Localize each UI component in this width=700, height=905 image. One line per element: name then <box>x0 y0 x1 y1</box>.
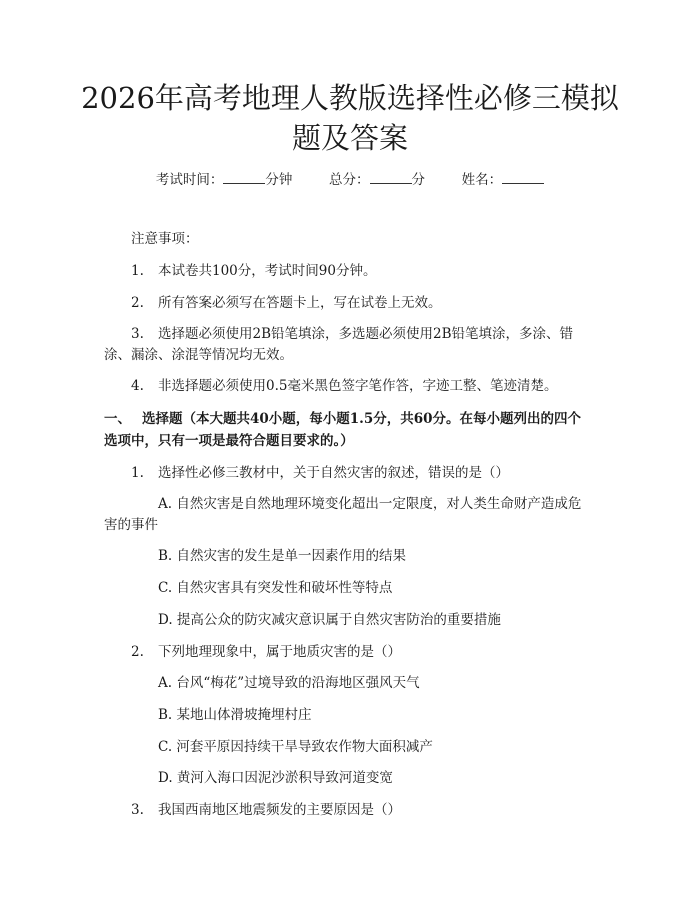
notice-item: 4. 非选择题必须使用0.5毫米黑色签字笔作答，字迹工整、笔迹清楚。 <box>131 378 558 394</box>
option-a[interactable]: A. 自然灾害是自然地理环境变化超出一定限度，对人类生命财产造成危 <box>158 496 582 512</box>
page-title: 2026年高考地理人教版选择性必修三模拟题及答案 <box>81 81 619 155</box>
option-c[interactable]: C. 河套平原因持续干旱导致农作物大面积减产 <box>158 739 433 755</box>
option-d[interactable]: D. 黄河入海口因泥沙淤积导致河道变宽 <box>158 770 393 786</box>
section-heading <box>104 407 581 431</box>
section-number: 一、 <box>104 411 131 427</box>
section-title: 选择题（本大题共40小题，每小题1.5分，共60分。在每小题列出的四个 <box>142 411 582 427</box>
notice-heading: 注意事项： <box>131 231 199 247</box>
option-a-continued: 害的事件 <box>104 517 158 533</box>
exam-time-blank[interactable] <box>223 171 265 184</box>
notice-item: 3. 选择题必须使用2B铅笔填涂，多选题必须使用2B铅笔填涂，多涂、错 <box>131 326 574 342</box>
option-d[interactable]: D. 提高公众的防灾减灾意识属于自然灾害防治的重要措施 <box>158 612 501 628</box>
name-label: 姓名： <box>461 172 503 188</box>
name-blank[interactable] <box>502 171 544 184</box>
exam-info-row <box>0 168 700 188</box>
option-c[interactable]: C. 自然灾害具有突发性和破坏性等特点 <box>158 580 393 596</box>
exam-time-unit: 分钟 <box>265 172 293 188</box>
total-score-label: 总分： <box>329 172 370 188</box>
total-score-unit: 分 <box>411 172 425 188</box>
option-b[interactable]: B. 某地山体滑坡掩埋村庄 <box>158 707 312 723</box>
notice-item-continued: 涂、漏涂、涂混等情况均无效。 <box>104 347 293 363</box>
notice-item: 2. 所有答案必须写在答题卡上，写在试卷上无效。 <box>131 295 442 311</box>
question-stem: 1. 选择性必修三教材中，关于自然灾害的叙述，错误的是（） <box>131 465 509 481</box>
total-score-blank[interactable] <box>370 171 412 184</box>
question-stem: 3. 我国西南地区地震频发的主要原因是（） <box>131 802 401 818</box>
option-a[interactable]: A. 台风“梅花”过境导致的沿海地区强风天气 <box>158 675 420 691</box>
option-b[interactable]: B. 自然灾害的发生是单一因素作用的结果 <box>158 548 407 564</box>
notice-item: 1. 本试卷共100分，考试时间90分钟。 <box>131 263 377 279</box>
exam-time-label: 考试时间： <box>155 172 224 188</box>
question-stem: 2. 下列地理现象中，属于地质灾害的是（） <box>131 644 401 660</box>
section-heading-continued: 选项中，只有一项是最符合题目要求的。） <box>104 433 354 449</box>
